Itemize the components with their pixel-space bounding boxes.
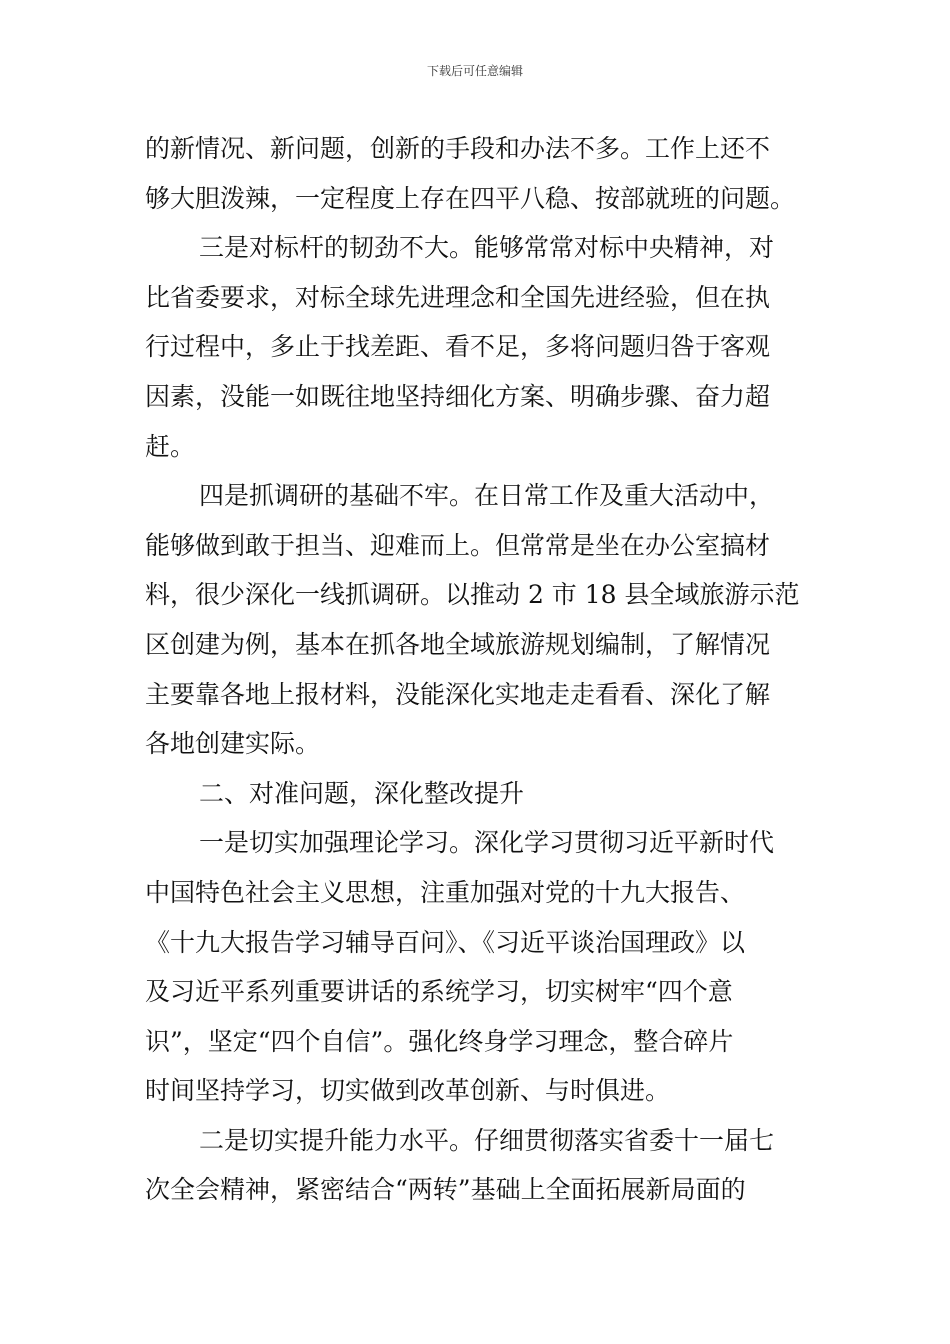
text-line: 二是切实提升能力水平。仔细贯彻落实省委十一届七 [199, 1125, 775, 1155]
text-line: 及习近平系列重要讲话的系统学习，切实树牢“四个意 [145, 977, 733, 1007]
document-body [145, 124, 810, 1215]
text-line: 《十九大报告学习辅导百问》、《习近平谈治国理政》以 [145, 927, 746, 957]
text-line: 时间坚持学习，切实做到改革创新、与时俱进。 [145, 1076, 671, 1106]
text-line: 二、对准问题，深化整改提升 [199, 778, 525, 808]
page-header: 下载后可任意编辑 [426, 64, 523, 78]
text-line: 主要靠各地上报材料，没能深化实地走走看看、深化了解 [145, 679, 771, 709]
text-line: 中国特色社会主义思想，注重加强对党的十九大报告、 [145, 877, 746, 907]
text-line: 行过程中，多止于找差距、看不足，多将问题归咎于客观 [145, 332, 771, 362]
text-line: 比省委要求，对标全球先进理念和全国先进经验，但在执 [145, 282, 771, 312]
text-line: 赶。 [145, 431, 196, 461]
text-line: 次全会精神，紧密结合“两转”基础上全面拓展新局面的 [145, 1175, 746, 1205]
text-line: 识”，坚定“四个自信”。强化终身学习理念，整合碎片 [145, 1026, 734, 1056]
text-line: 四是抓调研的基础不牢。在日常工作及重大活动中， [199, 481, 775, 511]
text-line: 区创建为例，基本在抓各地全域旅游规划编制，了解情况 [145, 629, 771, 659]
text-line: 因素，没能一如既往地坚持细化方案、明确步骤、奋力超 [145, 381, 771, 411]
text-line: 三是对标杆的韧劲不大。能够常常对标中央精神，对 [199, 233, 775, 263]
text-line: 一是切实加强理论学习。深化学习贯彻习近平新时代 [199, 828, 775, 858]
text-line: 的新情况、新问题，创新的手段和办法不多。工作上还不 [145, 134, 771, 163]
text-line: 够大胆泼辣，一定程度上存在四平八稳、按部就班的问题。 [145, 183, 796, 213]
text-line: 各地创建实际。 [145, 729, 321, 759]
text-line: 料，很少深化一线抓调研。以推动 2 市 18 县全域旅游示范 [145, 580, 800, 610]
text-line: 能够做到敢于担当、迎难而上。但常常是坐在办公室搞材 [145, 530, 771, 560]
